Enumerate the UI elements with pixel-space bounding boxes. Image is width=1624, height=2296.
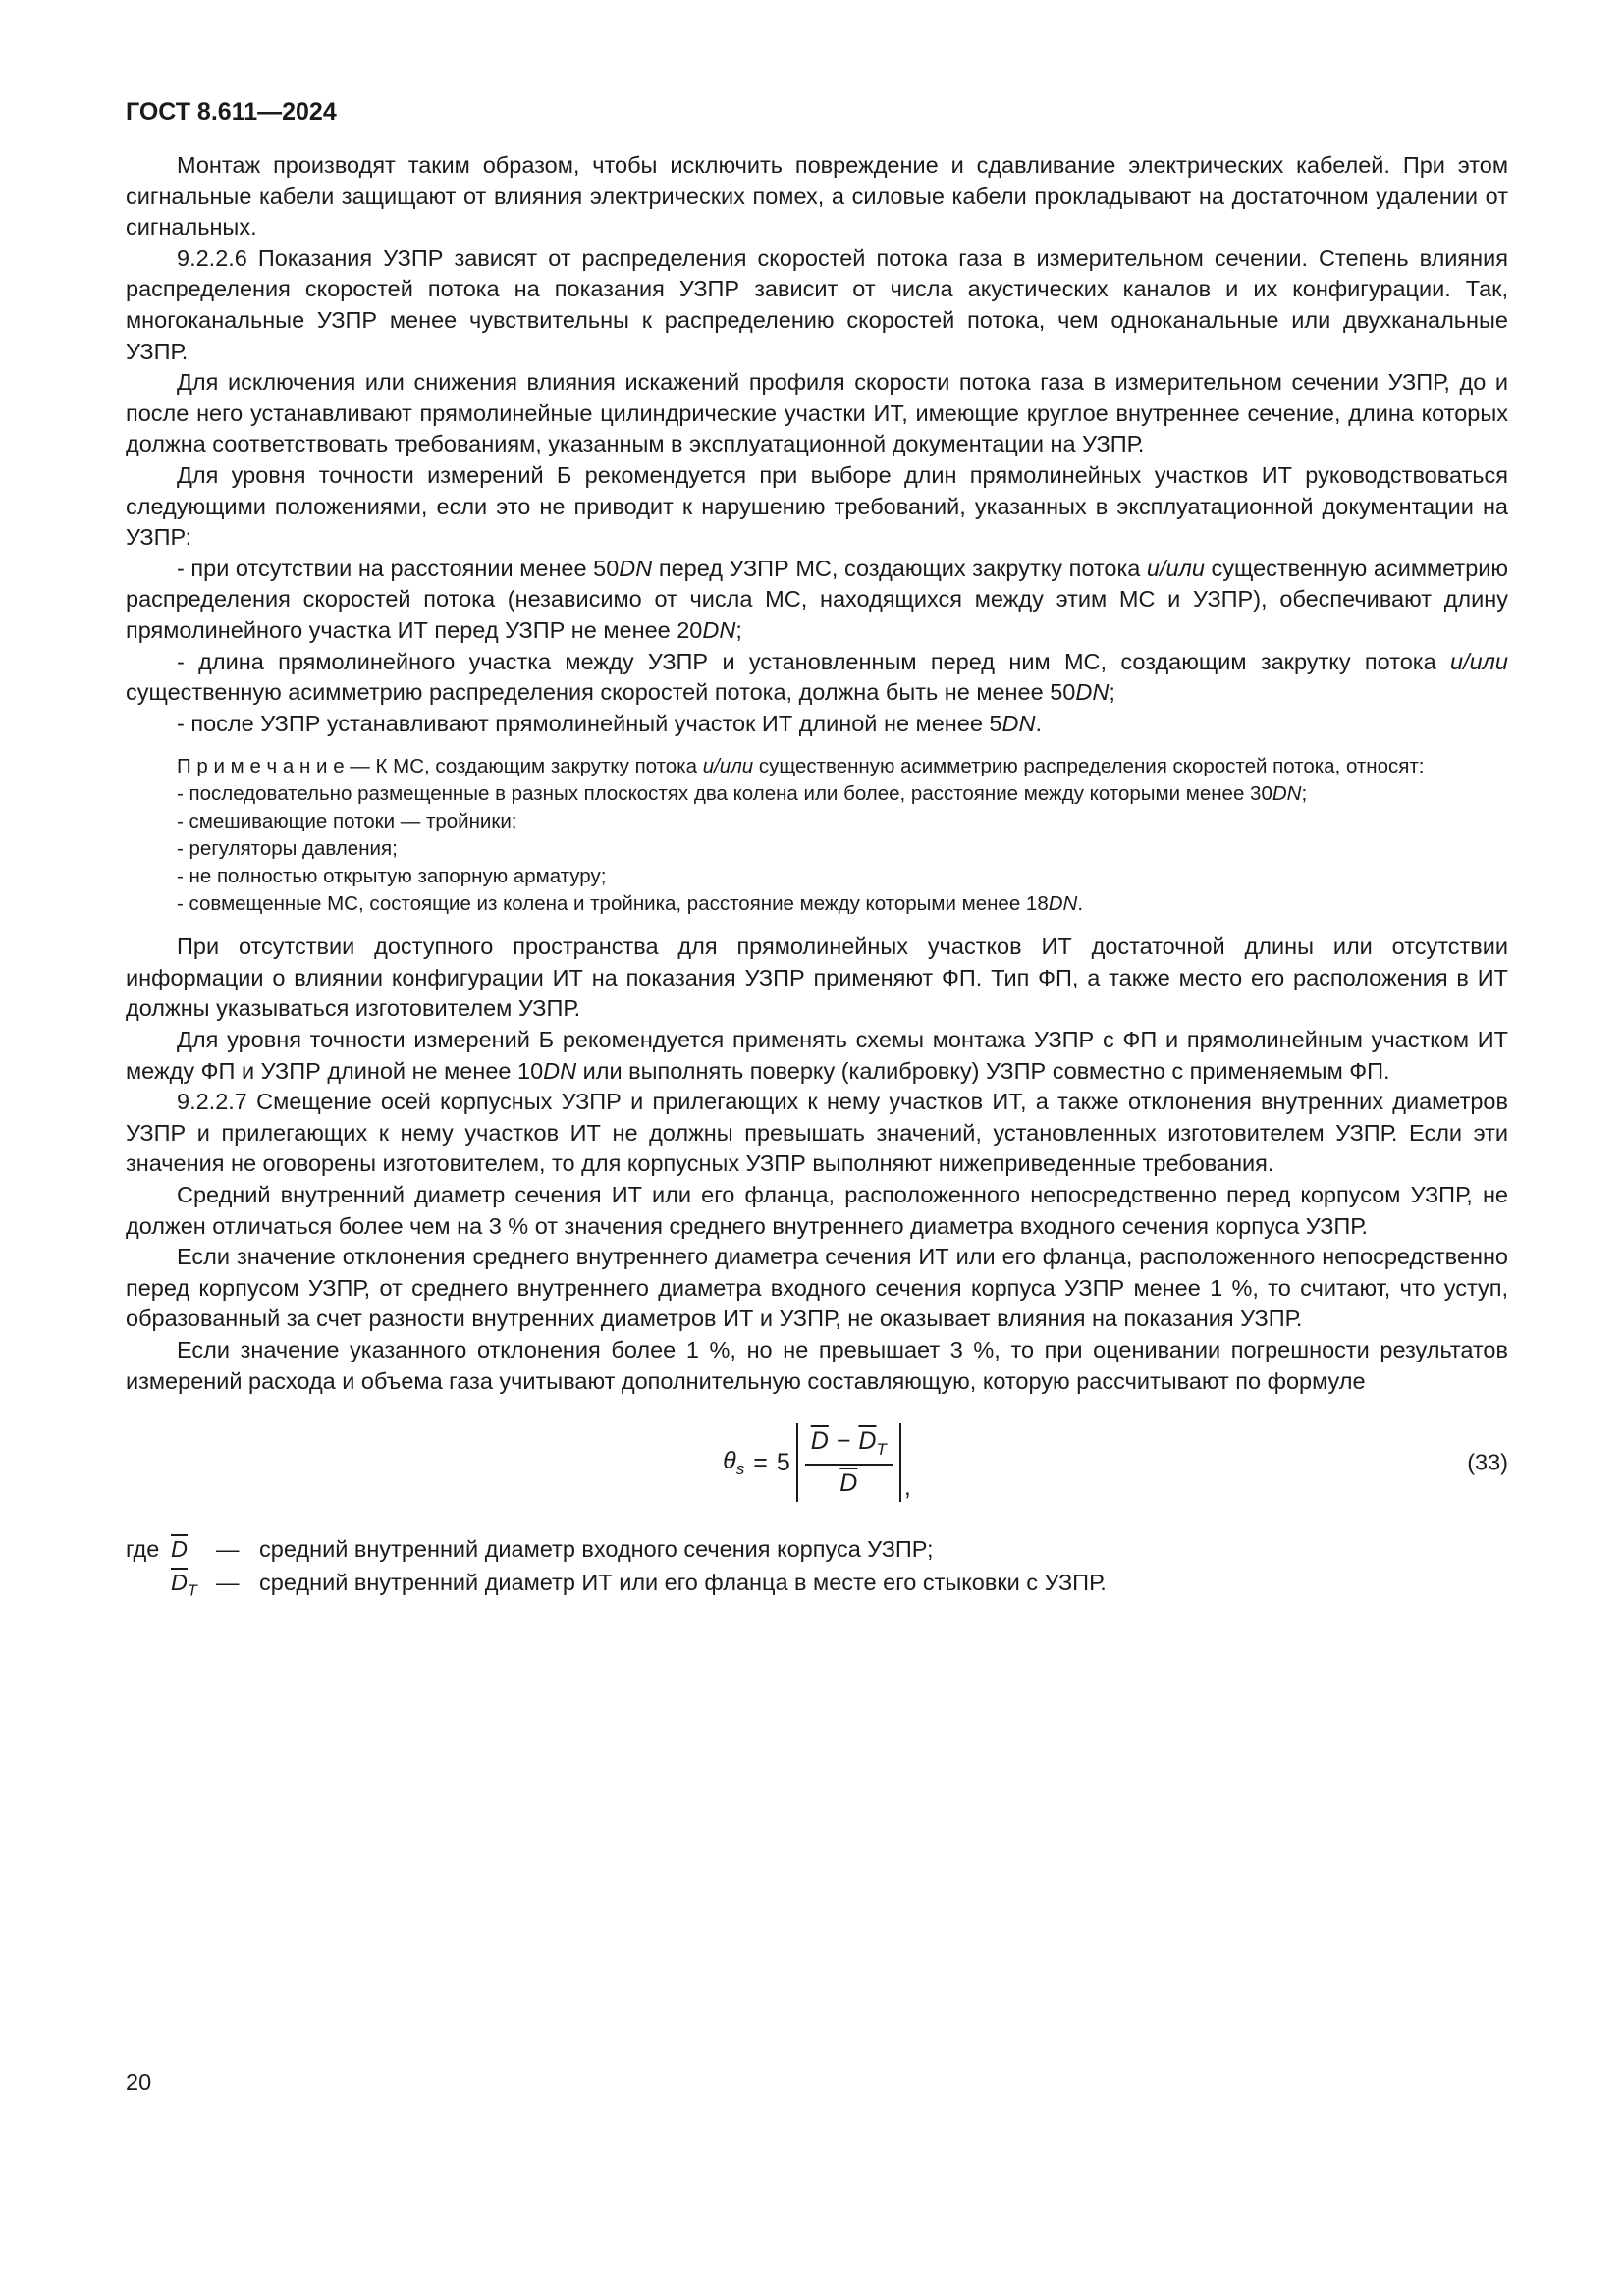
body-paragraph: - после УЗПР устанавливают прямолинейный участок ИТ длиной не менее 5DN. (177, 710, 1042, 736)
where-definition: средний внутренний диаметр входного сечения корпуса УЗПР; (259, 1536, 934, 1563)
note-paragraph: - последовательно размещенные в разных плоскостях два колена или более, расстояние между которыми менее 30DN; (177, 782, 1308, 806)
where-dash: — (216, 1570, 240, 1596)
note-paragraph: - смешивающие потоки — тройники; (177, 810, 517, 833)
body-paragraph: Для уровня точности измерений Б рекомендуется при выборе длин прямолинейных участков ИТ руководствоваться следующими положениями, если это не приводит к нарушению требований, указанных в эксплуатационной документации на УЗПР: (126, 461, 1508, 551)
coefficient: 5 (776, 1448, 790, 1476)
trailing-comma: , (903, 1473, 911, 1502)
note-paragraph: - регуляторы давления; (177, 837, 398, 861)
body-paragraph: Монтаж производят таким образом, чтобы исключить повреждение и сдавливание электрических кабелей. При этом сигнальные кабели защищают от влияния электрических помех, а силовые кабели прокладывают на достаточном удалении от сигнальных. (126, 152, 1508, 240)
document-number: ГОСТ 8.611—2024 (126, 98, 337, 126)
where-symbol: $\overline{D}$ (171, 1536, 188, 1563)
where-dash: — (216, 1536, 240, 1563)
body-paragraph: 9.2.2.7 Смещение осей корпусных УЗПР и прилегающих к нему участков ИТ, а также отклонения внутренних диаметров УЗПР и прилегающих к нему участков ИТ не должны превышать значений, установленных изготовителем УЗПР. Если эти значения не оговорены изготовителем, то для корпусных УЗПР выполняют нижеприведенные требования. (126, 1089, 1508, 1177)
body-paragraph: Для уровня точности измерений Б рекомендуется применять схемы монтажа УЗПР с ФП и прямолинейным участком ИТ между ФП и УЗПР длиной не менее 10DN или выполнять поверку (калибровку) УЗПР совместно с применяемым ФП. (126, 1027, 1508, 1084)
formula-expression (723, 1423, 911, 1502)
fraction (805, 1427, 893, 1498)
page-number: 20 (126, 2069, 152, 2095)
where-row (126, 1566, 1508, 1609)
note-paragraph: - совмещенные МС, состоящие из колена и тройника, расстояние между которыми менее 18DN. (177, 892, 1084, 916)
theta-symbol: $\theta_s$ (723, 1446, 745, 1478)
content-area (126, 98, 1508, 1609)
note-paragraph: П р и м е ч а н и е — К МС, создающим закрутку потока и/или существенную асимметрию распределения скоростей потока, относят: (177, 755, 1425, 778)
equals-sign: = (753, 1448, 768, 1476)
where-label: где (126, 1536, 160, 1563)
body-paragraph: Для исключения или снижения влияния искажений профиля скорости потока газа в измерительном сечении УЗПР, до и после него устанавливают прямолинейные цилиндрические участки ИТ, имеющие круглое внутреннее сечение, длина которых должна соответствовать требованиям, указанным в эксплуатационной документации на УЗПР. (126, 369, 1508, 457)
body-paragraph: При отсутствии доступного пространства для прямолинейных участков ИТ достаточной длины или отсутствии информации о влиянии конфигурации ИТ на показания УЗПР применяют ФП. Тип ФП, а также место его расположения в ИТ должны указываться изготовителем УЗПР. (126, 934, 1508, 1022)
formula-block (126, 1418, 1508, 1507)
body-paragraph: Средний внутренний диаметр сечения ИТ или его фланца, расположенного непосредственно перед корпусом УЗПР, не должен отличаться более чем на 3 % от значения среднего внутреннего диаметра входного сечения корпуса УЗПР. (126, 1182, 1508, 1239)
equation-number: (33) (1467, 1449, 1508, 1475)
where-row (126, 1532, 1508, 1566)
fraction-denominator: D (839, 1469, 858, 1498)
body-paragraph: 9.2.2.6 Показания УЗПР зависят от распределения скоростей потока газа в измерительном сечении. Степень влияния распределения скоростей потока на показания УЗПР зависит от числа акустических каналов и их конфигурации. Так, многоканальные УЗПР менее чувствительны к распределению скоростей потока, чем одноканальные или двухканальные УЗПР. (126, 244, 1508, 364)
body-paragraph: - при отсутствии на расстоянии менее 50DN перед УЗПР МС, создающих закрутку потока и/или существенную асимметрию распределения скоростей потока (независимо от числа МС, находящихся между этим МС и УЗПР), обеспечивают длину прямолинейного участка ИТ перед УЗПР не менее 20DN; (126, 555, 1509, 643)
where-section (126, 1532, 1508, 1609)
where-definition: средний внутренний диаметр ИТ или его фланца в месте его стыковки с УЗПР. (259, 1570, 1107, 1596)
document-body (126, 150, 1508, 1397)
body-paragraph: Если значение указанного отклонения более 1 %, но не превышает 3 %, то при оценивании погрешности результатов измерений расхода и объема газа учитывают дополнительную составляющую, которую рассчитывают по формуле (126, 1337, 1508, 1394)
fraction-numerator: $\overline{D} - \overline{D}_T$ (805, 1427, 893, 1466)
note-paragraph: - не полностью открытую запорную арматуру; (177, 865, 607, 888)
body-paragraph: Если значение отклонения среднего внутреннего диаметра сечения ИТ или его фланца, расположенного непосредственно перед корпусом УЗПР, от среднего внутреннего диаметра входного сечения корпуса УЗПР менее 1 %, то считают, что уступ, образованный за счет разности внутренних диаметров ИТ и УЗПР, не оказывает влияния на показания УЗПР. (126, 1244, 1508, 1332)
body-paragraph: - длина прямолинейного участка между УЗПР и установленным перед ним МС, создающим закрутку потока и/или существенную асимметрию распределения скоростей потока, должна быть не менее 50DN; (126, 648, 1508, 706)
where-symbol: $\overline{D}_T$ (171, 1570, 197, 1600)
absolute-value (796, 1423, 901, 1502)
